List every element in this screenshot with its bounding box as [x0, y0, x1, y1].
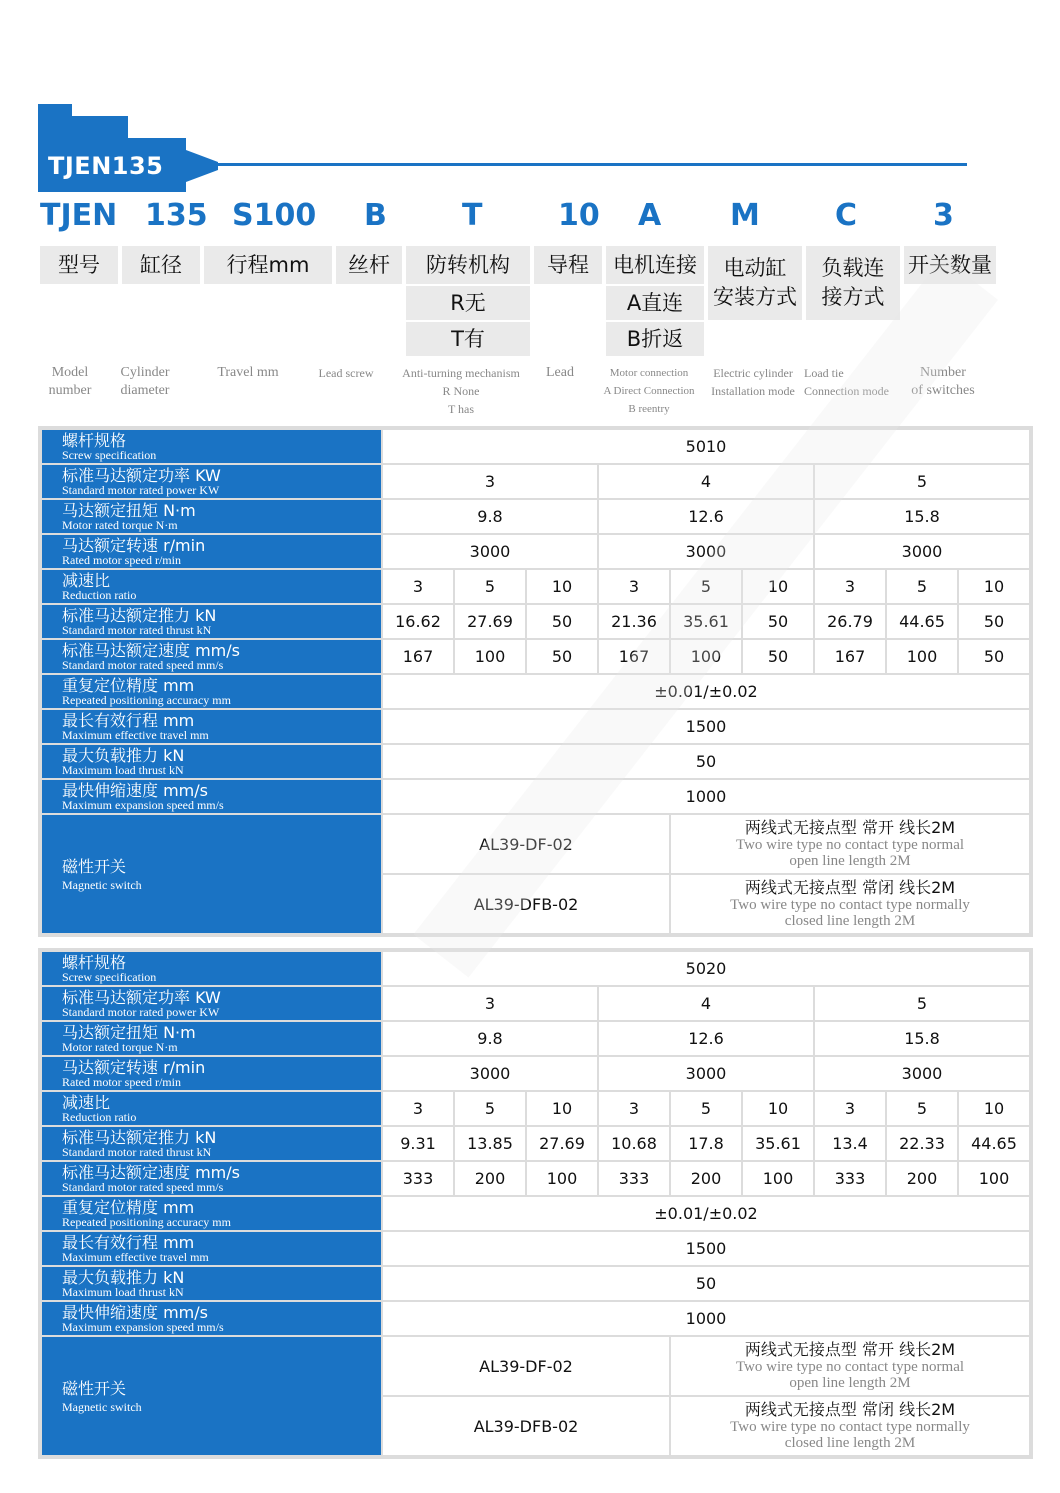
thrust-value: 50: [743, 605, 813, 638]
label-motor-connection: 电机连接: [606, 246, 704, 284]
power-value: 5: [815, 987, 1029, 1020]
switch-model: AL39-DF-02: [383, 1337, 669, 1395]
row-label-thrust: 标准马达额定推力 kN Standard motor rated thrust kN: [42, 605, 381, 638]
ratio-value: 10: [959, 570, 1029, 603]
code-cylinder: 135: [145, 198, 208, 233]
motor-speed-value: 3000: [815, 535, 1029, 568]
switch-model: AL39-DFB-02: [383, 1397, 669, 1455]
torque-value: 9.8: [383, 1022, 597, 1055]
torque-value: 15.8: [815, 1022, 1029, 1055]
thrust-value: 21.36: [599, 605, 669, 638]
row-label-max-load: 最大负载推力 kN Maximum load thrust kN: [42, 1267, 381, 1300]
screw-spec-value: 5010: [383, 430, 1029, 463]
ratio-value: 3: [383, 570, 453, 603]
thrust-value: 13.85: [455, 1127, 525, 1160]
thrust-value: 35.61: [743, 1127, 813, 1160]
max-speed-value: 1000: [383, 1302, 1029, 1335]
label-anti-turning: 防转机构: [406, 246, 530, 284]
thrust-value: 44.65: [959, 1127, 1029, 1160]
code-lead: 10: [558, 198, 600, 233]
rated-speed-value: 333: [599, 1162, 669, 1195]
ratio-value: 10: [743, 570, 813, 603]
power-value: 3: [383, 465, 597, 498]
en-lead: Lead: [546, 365, 574, 380]
label-load-line1: 负载连: [821, 256, 885, 280]
power-value: 5: [815, 465, 1029, 498]
rated-speed-value: 333: [383, 1162, 453, 1195]
thrust-value: 17.8: [671, 1127, 741, 1160]
rated-speed-value: 100: [887, 640, 957, 673]
max-load-value: 50: [383, 1267, 1029, 1300]
en-motor-connection: Motor connection A Direct Connection B reentry: [603, 367, 695, 415]
row-label-torque: 马达额定扭矩 N·m Motor rated torque N·m: [42, 500, 381, 533]
rated-speed-value: 333: [815, 1162, 885, 1195]
code-switch-count: 3: [933, 198, 954, 233]
thrust-value: 26.79: [815, 605, 885, 638]
thrust-value: 27.69: [527, 1127, 597, 1160]
en-load-connection: Load tie Connection mode: [804, 366, 889, 398]
spec-table-5010: [38, 426, 1033, 937]
power-value: 4: [599, 987, 813, 1020]
row-label-screw: 螺杆规格 Screw specification: [42, 952, 381, 985]
motor-speed-value: 3000: [383, 535, 597, 568]
code-travel: S100: [232, 198, 317, 233]
thrust-value: 50: [959, 605, 1029, 638]
max-travel-value: 1500: [383, 710, 1029, 743]
label-lead-screw: 丝杆: [336, 246, 402, 284]
thrust-value: 10.68: [599, 1127, 669, 1160]
en-travel: Travel mm: [217, 365, 279, 380]
ratio-value: 3: [383, 1092, 453, 1125]
switch-model: AL39-DFB-02: [383, 875, 669, 933]
max-speed-value: 1000: [383, 780, 1029, 813]
label-anti-t: T有: [406, 322, 530, 356]
row-label-max-speed: 最快伸缩速度 mm/s Maximum expansion speed mm/s: [42, 1302, 381, 1335]
rated-speed-value: 167: [383, 640, 453, 673]
torque-value: 9.8: [383, 500, 597, 533]
rated-speed-value: 50: [527, 640, 597, 673]
ratio-value: 5: [671, 1092, 741, 1125]
row-label-ratio: 减速比 Reduction ratio: [42, 570, 381, 603]
thrust-value: 27.69: [455, 605, 525, 638]
en-switch-count: Number of switches: [911, 365, 975, 398]
thrust-value: 13.4: [815, 1127, 885, 1160]
thrust-value: 44.65: [887, 605, 957, 638]
ratio-value: 3: [599, 1092, 669, 1125]
ratio-value: 5: [887, 570, 957, 603]
row-label-ratio: 减速比 Reduction ratio: [42, 1092, 381, 1125]
rated-speed-value: 100: [959, 1162, 1029, 1195]
label-motor-a: A直连: [606, 286, 704, 320]
ratio-value: 3: [599, 570, 669, 603]
label-travel: 行程mm: [204, 246, 332, 284]
row-label-max-travel: 最长有效行程 mm Maximum effective travel mm: [42, 710, 381, 743]
code-motor-connection: A: [638, 198, 662, 233]
row-label-magnetic-switch: 磁性开关 Magnetic switch: [42, 1337, 381, 1455]
switch-description: 两线式无接点型 常闭 线长2M Two wire type no contact type normally closed line length 2M: [671, 875, 1029, 933]
motor-speed-value: 3000: [383, 1057, 597, 1090]
en-cylinder: Cylinder diameter: [120, 365, 170, 398]
row-label-rated-speed: 标准马达额定速度 mm/s Standard motor rated speed mm/s: [42, 1162, 381, 1195]
switch-description: 两线式无接点型 常闭 线长2M Two wire type no contact type normally closed line length 2M: [671, 1397, 1029, 1455]
code-load-connection: C: [835, 198, 858, 233]
rated-speed-value: 200: [455, 1162, 525, 1195]
label-load-connection: [806, 246, 900, 320]
row-label-magnetic-switch: 磁性开关 Magnetic switch: [42, 815, 381, 933]
ratio-value: 3: [815, 570, 885, 603]
row-label-max-load: 最大负载推力 kN Maximum load thrust kN: [42, 745, 381, 778]
row-label-screw: 螺杆规格 Screw specification: [42, 430, 381, 463]
rated-speed-value: 100: [743, 1162, 813, 1195]
series-title: TJEN135: [48, 152, 164, 180]
label-lead: 导程: [534, 246, 602, 284]
ratio-value: 5: [455, 1092, 525, 1125]
ratio-value: 10: [743, 1092, 813, 1125]
label-install-line2: 安装方式: [713, 285, 797, 309]
power-value: 3: [383, 987, 597, 1020]
accuracy-value: ±0.01/±0.02: [383, 675, 1029, 708]
row-label-motor-speed: 马达额定转速 r/min Rated motor speed r/min: [42, 1057, 381, 1090]
row-label-accuracy: 重复定位精度 mm Repeated positioning accuracy mm: [42, 1197, 381, 1230]
switch-model: AL39-DF-02: [383, 815, 669, 873]
ratio-value: 3: [815, 1092, 885, 1125]
torque-value: 12.6: [599, 1022, 813, 1055]
label-switch-count: 开关数量: [904, 246, 996, 284]
max-travel-value: 1500: [383, 1232, 1029, 1265]
screw-spec-value: 5020: [383, 952, 1029, 985]
code-lead-screw: B: [364, 198, 387, 233]
code-anti-turning: T: [462, 198, 483, 233]
row-label-power: 标准马达额定功率 KW Standard motor rated power KW: [42, 987, 381, 1020]
label-anti-r: R无: [406, 286, 530, 320]
thrust-value: 16.62: [383, 605, 453, 638]
ratio-value: 10: [527, 570, 597, 603]
switch-description: 两线式无接点型 常开 线长2M Two wire type no contact type normal open line length 2M: [671, 1337, 1029, 1395]
thrust-value: 50: [527, 605, 597, 638]
max-load-value: 50: [383, 745, 1029, 778]
thrust-value: 22.33: [887, 1127, 957, 1160]
thrust-value: 9.31: [383, 1127, 453, 1160]
rated-speed-value: 167: [815, 640, 885, 673]
torque-value: 15.8: [815, 500, 1029, 533]
rated-speed-value: 100: [671, 640, 741, 673]
label-model: 型号: [40, 246, 118, 284]
code-model: TJEN: [40, 198, 118, 233]
switch-description: 两线式无接点型 常开 线长2M Two wire type no contact type normal open line length 2M: [671, 815, 1029, 873]
ratio-value: 5: [455, 570, 525, 603]
banner-rule: [215, 163, 967, 166]
rated-speed-value: 200: [887, 1162, 957, 1195]
motor-speed-value: 3000: [599, 1057, 813, 1090]
ratio-value: 5: [887, 1092, 957, 1125]
label-install-line1: 电动缸: [723, 256, 787, 280]
row-label-power: 标准马达额定功率 KW Standard motor rated power KW: [42, 465, 381, 498]
en-install-mode: Electric cylinder Installation mode: [711, 366, 795, 398]
rated-speed-value: 100: [527, 1162, 597, 1195]
en-lead-screw: Lead screw: [318, 366, 374, 380]
code-install-mode: M: [730, 198, 760, 233]
thrust-value: 35.61: [671, 605, 741, 638]
en-model: Model number: [48, 365, 92, 398]
ratio-value: 10: [527, 1092, 597, 1125]
label-install-mode: [708, 246, 802, 320]
label-cylinder: 缸径: [122, 246, 200, 284]
row-label-motor-speed: 马达额定转速 r/min Rated motor speed r/min: [42, 535, 381, 568]
torque-value: 12.6: [599, 500, 813, 533]
row-label-accuracy: 重复定位精度 mm Repeated positioning accuracy mm: [42, 675, 381, 708]
row-label-rated-speed: 标准马达额定速度 mm/s Standard motor rated speed mm/s: [42, 640, 381, 673]
label-load-line2: 接方式: [821, 285, 885, 309]
row-label-thrust: 标准马达额定推力 kN Standard motor rated thrust kN: [42, 1127, 381, 1160]
ratio-value: 10: [959, 1092, 1029, 1125]
en-anti-turning: Anti-turning mechanism R None T has: [402, 366, 520, 416]
row-label-max-travel: 最长有效行程 mm Maximum effective travel mm: [42, 1232, 381, 1265]
rated-speed-value: 50: [743, 640, 813, 673]
spec-table-5020: [38, 948, 1033, 1459]
ratio-value: 5: [671, 570, 741, 603]
rated-speed-value: 50: [959, 640, 1029, 673]
motor-speed-value: 3000: [599, 535, 813, 568]
rated-speed-value: 200: [671, 1162, 741, 1195]
accuracy-value: ±0.01/±0.02: [383, 1197, 1029, 1230]
motor-speed-value: 3000: [815, 1057, 1029, 1090]
label-motor-b: B折返: [606, 322, 704, 356]
power-value: 4: [599, 465, 813, 498]
row-label-max-speed: 最快伸缩速度 mm/s Maximum expansion speed mm/s: [42, 780, 381, 813]
rated-speed-value: 167: [599, 640, 669, 673]
rated-speed-value: 100: [455, 640, 525, 673]
row-label-torque: 马达额定扭矩 N·m Motor rated torque N·m: [42, 1022, 381, 1055]
